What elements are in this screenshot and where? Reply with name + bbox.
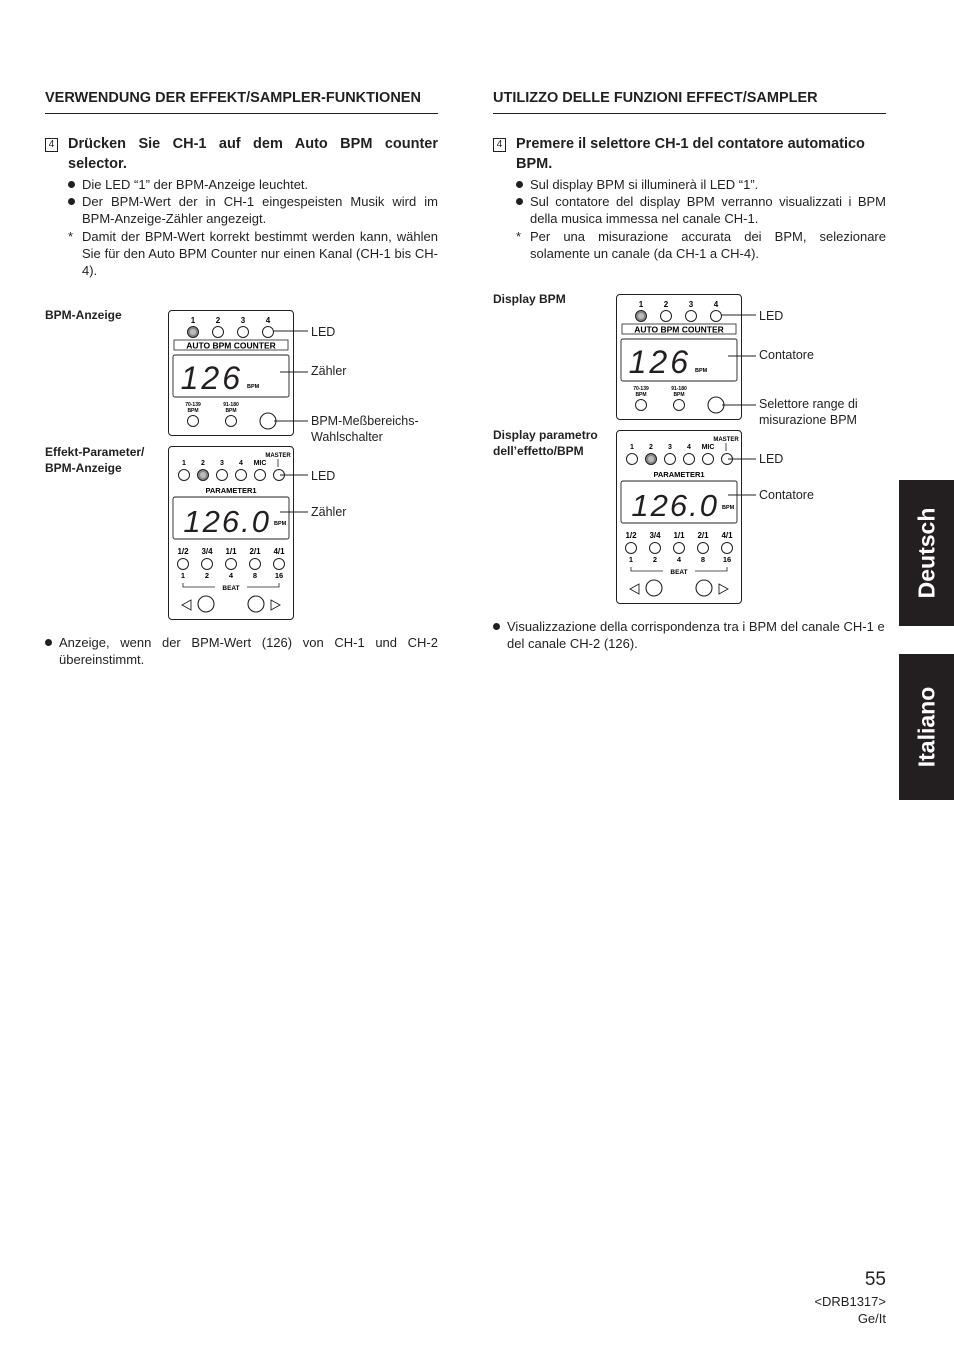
callout-led: LED [759, 309, 784, 323]
beat-fraction: 1/1 [673, 531, 685, 540]
step-number-box: 4 [493, 138, 506, 152]
beat-led-icon [178, 559, 189, 570]
heading-rule [45, 113, 438, 114]
channel-label: 4 [687, 444, 691, 451]
section-heading-de: VERWENDUNG DER EFFEKT/SAMPLER-FUNKTIONEN [45, 90, 421, 106]
list-item: Die LED “1” der BPM-Anzeige leuchtet. [68, 176, 438, 193]
channel-label: 1 [638, 300, 644, 309]
beat-value: 1 [628, 555, 634, 564]
callout-led: LED [311, 325, 336, 339]
beat-led-icon [202, 559, 213, 570]
beat-left-button [198, 596, 214, 612]
auto-bpm-counter-label: AUTO BPM COUNTER [634, 324, 724, 335]
doc-code: <DRB1317> Ge/It [814, 1294, 886, 1326]
beat-led-icon [722, 543, 733, 554]
beat-value: 4 [228, 571, 234, 580]
bpm-unit: BPM [247, 384, 260, 390]
channel-label: 3 [668, 444, 672, 451]
left-arrow-icon [182, 600, 191, 610]
bpm-counter-value: 126 [180, 360, 243, 396]
beat-value: 4 [676, 555, 682, 564]
led-icon [684, 454, 695, 465]
page-number: 55 [864, 1269, 886, 1290]
range-led-icon [636, 400, 647, 411]
auto-bpm-counter-label: AUTO BPM COUNTER [186, 340, 276, 351]
callout-range-selector: Selettore range di misurazione BPM [759, 397, 858, 427]
right-arrow-icon [719, 584, 728, 594]
beat-led-icon [626, 543, 637, 554]
beat-led-icon [698, 543, 709, 554]
mic-label: MIC [253, 460, 267, 467]
bpm-unit: BPM [635, 392, 647, 398]
led-icon [217, 470, 228, 481]
beat-led-icon [674, 543, 685, 554]
bpm-counter-value: 126 [628, 344, 691, 380]
callout-led: LED [759, 452, 784, 466]
channel-label: 1 [190, 316, 196, 325]
beat-led-icon [226, 559, 237, 570]
beat-value: 16 [722, 555, 732, 564]
channel-label: 2 [663, 300, 669, 309]
bullet-icon [516, 198, 523, 205]
channel-label: 2 [649, 444, 653, 451]
bullet-list-it [516, 176, 886, 262]
right-arrow-icon [271, 600, 280, 610]
bullet-icon [516, 181, 523, 188]
range-led-icon [674, 400, 685, 411]
tab-deutsch: Deutsch [899, 480, 954, 626]
callout-counter: Contatore [759, 348, 814, 362]
section-heading-it: UTILIZZO DELLE FUNZIONI EFFECT/SAMPLER [493, 90, 818, 106]
label-bpm-display: BPM-Anzeige [45, 308, 122, 322]
beat-label: BEAT [670, 569, 688, 576]
label-effect-display: Display parametro dell’effetto/BPM [493, 428, 598, 458]
bpm-unit: BPM [187, 408, 199, 414]
parameter-label: PARAMETER1 [205, 486, 257, 495]
led-icon [179, 470, 190, 481]
list-item: Sul contatore del display BPM verranno visualizzati i BPM della musica immessa nel canale CH-1. [516, 193, 886, 227]
beat-right-button [696, 580, 712, 596]
beat-right-button [248, 596, 264, 612]
beat-value: 16 [274, 571, 284, 580]
beat-fraction: 4/1 [273, 547, 285, 556]
bpm-unit: BPM [673, 392, 685, 398]
led-icon [255, 470, 266, 481]
led-icon [703, 454, 714, 465]
channel-label: 4 [239, 460, 243, 467]
parameter-counter-value: 126.0 [183, 504, 271, 539]
beat-led-icon [650, 543, 661, 554]
callout-led: LED [311, 469, 336, 483]
channel-label: 1 [630, 444, 634, 451]
bullet-icon [68, 198, 75, 205]
beat-fraction: 4/1 [721, 531, 733, 540]
channel-label: 4 [713, 300, 719, 309]
channel-label: 4 [265, 316, 271, 325]
range-low-label: 70-139 [633, 386, 649, 392]
channel-label: 2 [215, 316, 221, 325]
led-icon [627, 454, 638, 465]
bpm-unit: BPM [225, 408, 237, 414]
list-item: Der BPM-Wert der in CH-1 eingespeisten Musik wird im BPM-Anzeige-Zähler angezeigt. [68, 193, 438, 227]
led-icon [213, 327, 224, 338]
bpm-unit: BPM [722, 505, 735, 511]
step-number-box: 4 [45, 138, 58, 152]
range-led-icon [188, 416, 199, 427]
footer-bullet-it: Visualizzazione della corrispondenza tra i BPM del canale CH-1 e del canale CH-2 (126). [493, 618, 886, 652]
step-heading-de [45, 134, 438, 172]
beat-fraction: 3/4 [649, 531, 661, 540]
beat-fraction: 2/1 [249, 547, 261, 556]
master-label: MASTER [713, 437, 739, 443]
note-mark: * [68, 229, 74, 244]
note: * Damit der BPM-Wert korrekt bestimmt werden kann, wählen Sie für den Auto BPM Counter nur einen Kanal (CH-1 bis CH-4). [68, 229, 438, 278]
callout-counter: Contatore [759, 488, 814, 502]
beat-fraction: 1/2 [177, 547, 189, 556]
channel-label: 3 [688, 300, 694, 309]
callout-lines-de [270, 320, 314, 530]
beat-left-button [646, 580, 662, 596]
beat-fraction: 3/4 [201, 547, 213, 556]
heading-rule [493, 113, 886, 114]
parameter-counter-value: 126.0 [631, 488, 719, 523]
beat-led-icon [250, 559, 261, 570]
beat-value: 8 [700, 555, 706, 564]
callout-counter: Zähler [311, 505, 347, 519]
note-mark: * [516, 229, 522, 244]
beat-fraction: 1/2 [625, 531, 637, 540]
bullet-icon [45, 639, 52, 646]
tab-italiano: Italiano [899, 654, 954, 800]
beat-value: 1 [180, 571, 186, 580]
callout-counter: Zähler [311, 364, 347, 378]
range-led-icon [226, 416, 237, 427]
range-high-label: 91-180 [671, 386, 687, 392]
led-icon [665, 454, 676, 465]
bullet-icon [493, 623, 500, 630]
callout-lines-it [718, 304, 762, 504]
channel-label: 3 [240, 316, 246, 325]
channel-label: 1 [182, 460, 186, 467]
step-title: Drücken Sie CH-1 auf dem Auto BPM counter selector. [68, 136, 438, 172]
bullet-list-de [68, 176, 438, 279]
left-arrow-icon [630, 584, 639, 594]
range-low-label: 70-139 [185, 402, 201, 408]
beat-value: 8 [252, 571, 258, 580]
beat-led-icon [274, 559, 285, 570]
label-bpm-display: Display BPM [493, 292, 566, 306]
label-effect-display: Effekt-Parameter/ BPM-Anzeige [45, 445, 145, 475]
range-high-label: 91-180 [223, 402, 239, 408]
step-heading-it [493, 134, 886, 172]
mic-label: MIC [701, 444, 715, 451]
beat-label: BEAT [222, 585, 240, 592]
beat-fraction: 1/1 [225, 547, 237, 556]
channel-label: 3 [220, 460, 224, 467]
channel-label: 2 [201, 460, 205, 467]
footer-bullet-de: Anzeige, wenn der BPM-Wert (126) von CH-1 und CH-2 übereinstimmt. [45, 634, 438, 668]
bpm-unit: BPM [695, 368, 708, 374]
beat-fraction: 2/1 [697, 531, 709, 540]
bpm-unit: BPM [274, 521, 287, 527]
master-label: MASTER [265, 453, 291, 459]
led-icon [686, 311, 697, 322]
parameter-label: PARAMETER1 [653, 470, 705, 479]
note: * Per una misurazione accurata dei BPM, selezionare solamente un canale (da CH-1 a CH-4). [516, 229, 886, 261]
callout-range-selector: BPM-Meßbereichs- Wahlschalter [311, 414, 419, 444]
beat-value: 2 [204, 571, 210, 580]
step-title: Premere il selettore CH-1 del contatore automatico BPM. [516, 136, 865, 172]
led-icon [661, 311, 672, 322]
led-icon [236, 470, 247, 481]
list-item: Sul display BPM si illuminerà il LED “1”. [516, 176, 886, 193]
beat-value: 2 [652, 555, 658, 564]
bullet-icon [68, 181, 75, 188]
led-icon [238, 327, 249, 338]
